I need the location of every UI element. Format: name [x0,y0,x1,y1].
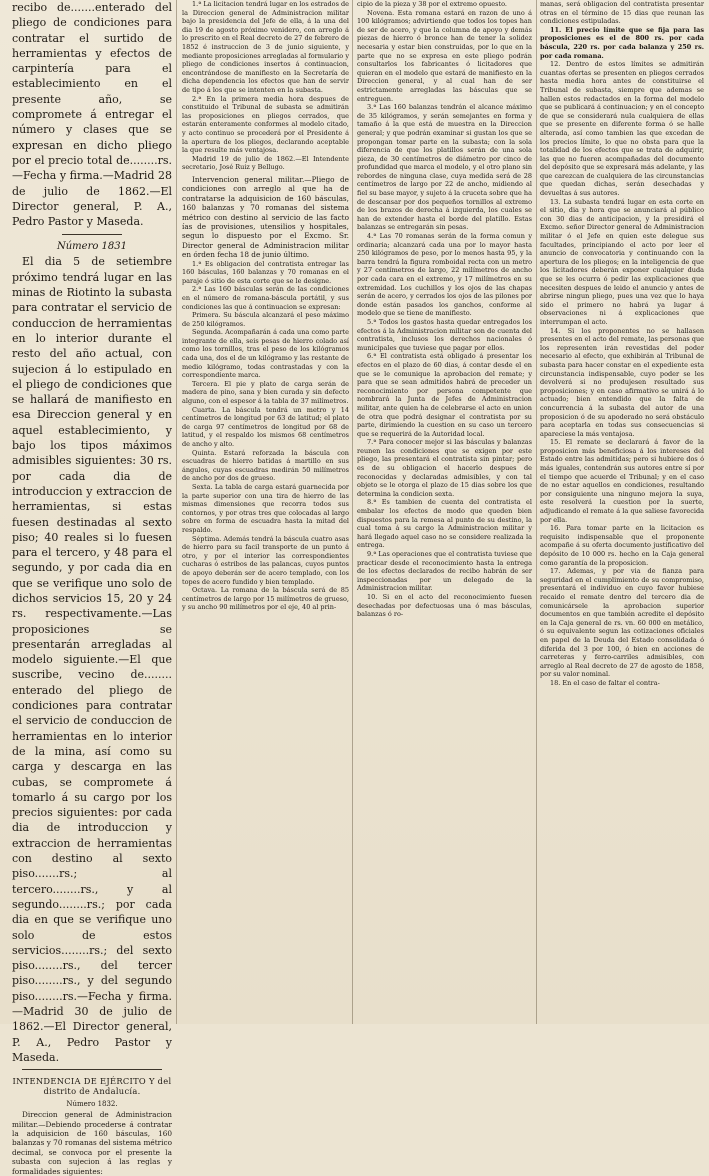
col4-paragraph: 16. Para tomar parte en la licitacion es requisito indispensable que el proponente acompañe á su oferta documento justificativo del depósito de 10 000 rs. hecho en la Caja general como garantía de la proposicion. [540,524,704,567]
col2-paragraph: Tercera. El pie y plato de carga serán de madera de pino, sana y bien curada y sin defecto alguno, con el espesor á la tabla de 37 milímetros. [182,379,349,406]
notice-1832-text: Direccion general de Administracion militar.—Debiendo procederse á contratar la adquisicion de 160 básculas, 160 balanzas y 70 romanas del sistema métrico decimal, se convoca por el presente la subasta con sujecion á las reglas y formalidades siguientes: [12,1110,172,1176]
col2-paragraph: 2.ª Las 160 básculas serán de las condiciones en el número de romana-báscula portátil, y sus condiciones las que á continuacion se expresan: [182,285,349,311]
col2-paragraph: Cuarta. La báscula tendrá un metro y 14 centímetros de longitud por 63 de latitud; el plato de carga 97 centímetros de longitud por 68 de latitud, y el respaldo los mismos 68 centímetros de ancho y alto. [182,405,349,448]
col3-paragraph: 7.ª Para conocer mejor si las básculas y balanzas reunen las condiciones que se exigen por este pliego, las presentará el contratista sin pintar; pero es de su obligacion el hacerlo despues de reconocidas y declaradas admisibles, y con tal objeto se le otorga el plazo de 15 dias sobre los que determina la condicion sexta. [357,438,532,498]
col4-paragraph: manas, será obligacion del contratista presentar otras en el término de 15 dias que reunan las condiciones estipuladas. [540,0,704,26]
notice-number-1831: Número 1831 [56,241,128,253]
col4-paragraph: 13. La subasta tendrá lugar en esta corte en el sitio, dia y hora que se anunciará al público con 30 dias de anticipacion, y la presidirá el Excmo. señor Director general de Administracion militar ó el Jefe en quien este delegue sus facultades, principiando el acto por leer el anuncio de convocatoria y continuando con la apertura de los pliegos; en la inteligencia de que los licitadores deberán exponer cualquier duda que se les ocurra ó pedir las explicaciones que necesiten despues de leido el anuncio y antes de abrirse ningun pliego, pues una vez que lo haya sido el primero no habrá ya lugar á observaciones ni á explicaciones que interrumpan el acto. [540,197,704,326]
col2-paragraph: Sexta. La tabla de carga estará guarnecida por la parte superior con una tira de hierro de las mismas dimensiones que recorra todos sus contornos, y por otras tres que colocadas al largo sobre en forma de escuadra hasta la mitad del respaldo. [182,482,349,534]
col4-paragraph: 18. En el caso de faltar el contra- [550,678,660,687]
col2-paragraph: 2.ª En la primera media hora despues de constituido el Tribunal de subasta se admitirán las proposiciones en pliegos cerrados, que estarán enteramente conformes al modelo citado, y acto continuo se procederá por el Presidente á la apertura de los pliegos, declarando aceptable la que resulte más ventajosa. [182,94,349,155]
notice-1831-text: El dia 5 de setiembre próximo tendrá lugar en las minas de Riotinto la subasta para contratar el servicio de conduccion de herramientas en lo interior durante el resto del año actual, con sujecion á lo estipulado en el pliego de condiciones que se hallará de manifiesto en esa Direccion general y en aquel establecimiento, y bajo los tipos máximos admisibles siguientes: 30 rs. por cada dia de introduccion y extraccion de herramientas, si estas fuesen destinadas al sexto piso; 40 reales si lo fuesen para el tercero, y 48 para el segundo, y por cada dia en que se verifique uno solo de dichos servicios 15, 20 y 24 rs. respectivamente.—Las proposiciones se presentarán arregladas al modelo siguiente.—El que suscribe, vecino de........ enterado del pliego de condiciones para contratar el servicio de conduccion de herramientas en lo interior de la mina, así como su carga y descarga en las cubas, se compromete á tomarlo á su cargo por los precios siguientes: por cada dia de introduccion y extraccion de herramientas con destino al sexto piso.......rs.; al tercero........rs., y al segundo........rs.; por cada dia en que se verifique uno solo de estos servicios........rs.; del sexto piso........rs., del tercer piso........rs., y del segundo piso........rs.—Fecha y firma.—Madrid 30 de julio de 1862.—El Director general, P. A., Pedro Pastor y Maseda. [12,255,172,1064]
col4-paragraph: 14. Si los proponentes no se hallasen presentes en el acto del remate, las personas que los representen irán revestidas del poder necesario al efecto, que exhibirán al Tribunal de subasta para hacer constar en el expediente esta circunstancia indispensable, cuyo poder se les devolverá si no produjesen resultado sus proposiciones; y en caso afirmativo se unirá á lo actuado; bien entendido que la falta de concurrencia á la subasta del autor de una proposicion ó de su apoderado no será obstáculo para aceptarla en todas sus consecuencias si apareciese la más ventajosa. [540,326,704,438]
column-rule [352,0,353,1024]
column-rule [536,0,537,1024]
section-heading-intendencia: INTENDENCIA DE EJÉRCITO Y del distrito de Andalucía. [12,1076,172,1097]
column-2 [182,0,349,1024]
separator-rule [22,1069,162,1070]
col2-paragraph: 1.ª La licitacion tendrá lugar en los estrados de la Direccion general de Administracion militar bajo la presidencia del Jefe de ella, á la una del dia 19 de agosto próximo venidero, con arreglo á lo prescrito en el Real decreto de 27 de febrero de 1852 é instruccion de 3 de junio siguiente, y mediante proposiciones arregladas al formulario y pliego de condiciones insertos á continuacion, encontrándose de manifiesto en la Secretaría de dicha dependencia los efectos que han de servir de tipo á los que se intenten en la subasta. [182,0,349,94]
col2-signature: Madrid 19 de julio de 1862.—El Intendente secretario, José Ruiz y Bellugo. [182,154,349,172]
col3-paragraph: 4.ª Las 70 romanas serán de la forma comun y ordinaria; alcanzará cada una por lo mayor hasta 250 kilógramos de peso, por lo menos hasta 95, y la barra tendrá la figura romboidal recta con un metro y 27 centímetros de largo, 22 milímetros de ancho por cada cara en el extremo, y 17 milímetros en su extremidad. Los cuchillos y los ojos de las chapas serán de acero, y cerrados los ojos de las pilones por donde están pasados los ganchos, conforme al modelo que se tiene de manifiesto. [357,232,532,318]
notice-number-1832: Número 1832. [66,1100,118,1109]
col3-paragraph: 6.ª El contratista está obligado á presentar los efectos en el plazo de 60 dias, á contar desde el en que se le comunique la aprobacion del remate; y para que se sean admitidos habrá de preceder un reconocimiento por persona competente que nombrará la Junta de Jefes de Administracion militar, ante quien ha de celebrarse el acto en union de otra que podrá designar el contratista por su parte, dirimiendo la cuestion en su caso un tercero que se requerirá de la Autoridad local. [357,352,532,438]
col2-paragraph: Quinta. Estará reforzada la báscula con escuadras de hierro batidas á martillo en sus ángulos, cuyas escuadras medirán 50 milímetros de ancho por dos de grueso. [182,448,349,483]
col3-paragraph: 9.ª Las operaciones que el contratista tuviese que practicar desde el reconocimiento hasta la entrega de los efectos declarados de recibo habrán de ser inspeccionadas por un delegado de la Administracion militar. [357,550,532,593]
col3-paragraph: 10. Si en el acto del reconocimiento fuesen desechadas por defectuosas una ó mas básculas, balanzas ó ro- [357,592,532,619]
col3-paragraph: 8.ª Es tambien de cuenta del contratista el embalar los efectos de modo que queden bien dispuestos para la remesa al punto de su destino, la cual toma á su cargo la Administracion militar y hará llegado aquel caso no se considere realizada la entrega. [357,498,532,550]
col4-price-limit: 11. El precio límite que se fija para las proposiciones es el de 800 rs. por cada báscula, 220 rs. por cada balanza y 250 rs. por cada romana. [540,25,704,60]
col2-paragraph: 1.ª Es obligacion del contratista entregar las 160 básculas, 160 balanzas y 70 romanas en el paraje ó sitio de esta corte que se le designe. [182,259,349,285]
col4-paragraph: 17. Ademas, y por via de fianza para seguridad en el cumplimiento de su compromiso, presentará el individuo en cuyo favor hubiese recaido el remate dentro del tercero dia de comunicársele la aprobacion superior documentos en que también acredite el depósito en la Caja general de rs. vn. 60 000 en metálico, ó su equivalente segun las cotizaciones oficiales en papel de la Deuda del Estado consolidada ó diferida del 3 por 100, ó bien en acciones de carreteras y ferro-carriles admisibles, con arreglo al Real decreto de 27 de agosto de 1858, por su valor nominal. [540,567,704,679]
col2-pliego-heading: Intervencion general militar.—Pliego de condiciones con arreglo al que ha de contratarse la adquisicion de 160 básculas, 160 balanzas y 70 romanas del sistema métrico con destino al servicio de las facto ías de provisiones, utensilios y hospitales, segun lo dispuesto por el Excmo. Sr. Director general de Administracion militar en órden fecha 18 de junio último. [182,174,349,260]
column1-top-paragraph: recibo de.......enterado del pliego de condiciones para contratar el surtido de herramientas y efectos de carpintería para el establecimiento en el presente año, se compromete á entregar el número y clases que se expresan en dicho pliego por el precio total de........rs.—Fecha y firma.—Madrid 28 de julio de 1862.—El Director general, P. A., Pedro Pastor y Maseda. [12,1,172,229]
column-1 [12,0,172,1176]
column-4 [540,0,704,1024]
col3-paragraph: Novena. Esta romana estará en razon de uno á 100 kilógramos; advirtiendo que todos los topes han de ser de acero, y que la columna de apoyo y demás piezas de hierro ó bronce han de tener la solidez necesaria y estar bien construidas, por lo que en la parte que no se expresa en este pliego podrán consultarlos los fabricantes ó licitadores que quieran en el modelo que estará de manifiesto en la Direccion general, y al cual han de ser estrictamente arregladas las básculas que se entreguen. [357,8,532,103]
col4-paragraph: 15. El remate se declarará á favor de la proposicion más beneficiosa á los intereses del Estado entre las admitidas; pero si hubiere dos ó más iguales, contendrán sus autores entre sí por el tiempo que acuerde el Tribunal; y en el caso de no estar aquellos en condiciones, resultando por consiguiente una ninguno mejora la suya, este resolverá la cuestion por la suerte, adjudicando el remate á la que saliese favorecida por ella. [540,438,704,524]
column-rule [176,0,177,1024]
col3-paragraph: 3.ª Las 160 balanzas tendrán el alcance máximo de 35 kilógramos, y serán semejantes en forma y tamaño á la que está de muestra en la Direccion general; y que podrán examinar si gustan los que se propongan tomar parte en la subasta; con la sola diferencia de que los platillos serán de una sola pieza, de 30 centímetros de diámetro por cinco de profundidad que marca el modelo, y el otro plano sin rebordes de ninguna clase, cuya medida será de 28 centímetros de largo por 22 de ancho, midiendo al fiel su base mayor, y sujeto á la cruceta sobre que ha de descansar por dos pequeños tornillos al extremo de los brazos de derecha á izquierda, los cuales se han de extender hasta el borde del platillo. Estas balanzas se entregarán sin pesas. [357,103,532,232]
separator-rule [62,234,122,235]
col3-paragraph: cipio de la pieza y 38 por el extremo opuesto. [357,0,507,8]
col2-paragraph: Octava. La romana de la báscula será de 85 centímetros de largo por 15 milímetros de grueso, y su ancho 90 milímetros por el eje, 40 al prin- [182,586,349,612]
col2-paragraph: Segunda. Acompañarán á cada una como parte integrante de ella, seis pesas de hierro colado así como los tornillos, tras el peso de los kilógramos cada una, dos el de un kilógramo y las restante de medio kilógramo, todas contrastadas y con la correspondiente marca. [182,328,349,380]
col2-paragraph: Primera. Su báscula alcanzará el peso máximo de 250 kilógramos. [182,311,349,328]
col4-paragraph: 12. Dentro de estos límites se admitirán cuantas ofertas se presenten en pliegos cerrados hasta media hora antes de constituirse el Tribunal de subasta, siempre que ademas se hallen estos redactados en la forma del modelo que se publicará á continuacion; y en el concepto de que se considerará nula cualquiera de ellas que se presente en diferente forma ó se halle alterada, así como tambien las que excedan de los precios límite, lo que no obsta para que la totalidad de los efectos que se trata de adquirir, las que no fueren acompañadas del documento del depósito que se expresará más adelante, y las que carezcan de cualquiera de las circunstancias que quedan dichas, serán desechadas y devueltas á sus autores. [540,60,704,198]
col3-paragraph: 5.ª Todos los gastos hasta quedar entregados los efectos á la Administracion militar son de cuenta del contratista, inclusos los derechos nacionales ó municipales que tuviese que pagar por ellos. [357,317,532,352]
col2-paragraph: Séptima. Además tendrá la báscula cuatro asas de hierro para su facil transporte de un punto á otro, y por el interior las correspondientes cucharas ó estribos de las palancas, cuyos puntos de apoyo deberán ser de acero templado, con los topes de acero fundido y bien templado. [182,534,349,586]
column-3 [357,0,532,1024]
